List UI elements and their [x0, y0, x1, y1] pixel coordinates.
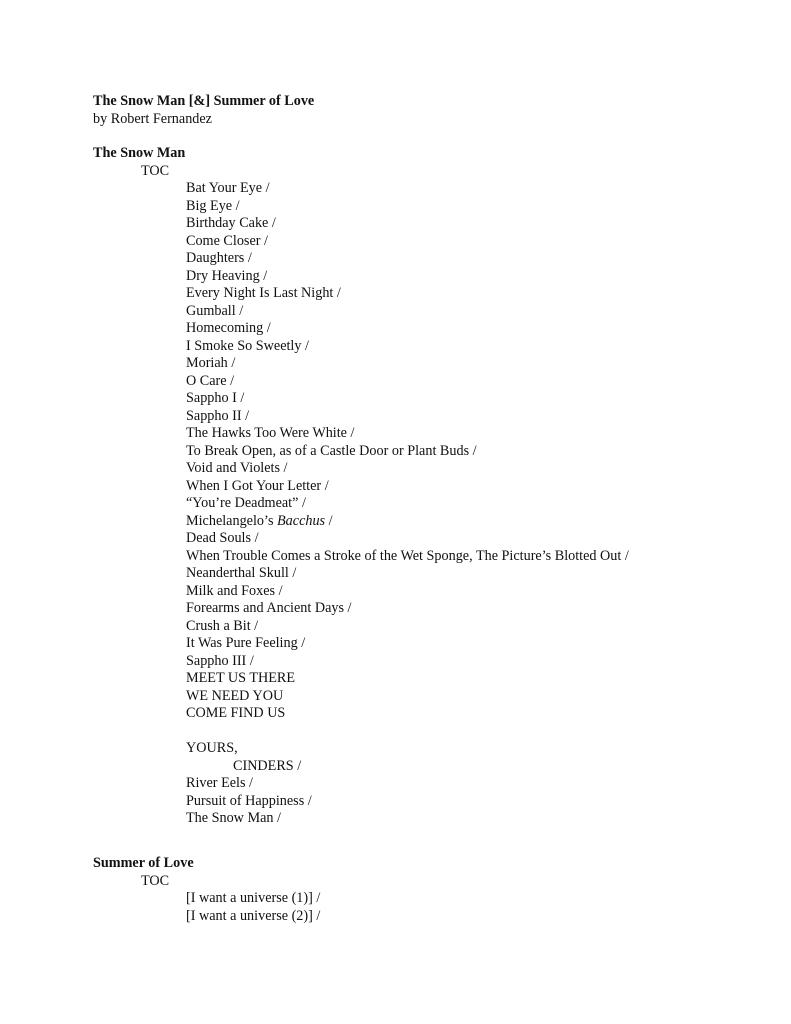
toc-entry	[186, 565, 629, 583]
toc-entry	[186, 688, 629, 706]
toc-entry-text: Birthday Cake /	[186, 215, 276, 231]
toc-entry	[186, 740, 629, 758]
toc-entry-text: When I Got Your Letter /	[186, 477, 329, 494]
document-header	[93, 93, 314, 128]
toc-entry	[186, 775, 629, 793]
toc-entry-text: Gumball /	[186, 302, 244, 319]
toc-entry	[186, 705, 629, 723]
toc-list	[93, 890, 320, 925]
toc-entry-text: The Hawks Too Were White /	[186, 425, 355, 441]
toc-entry-text: I Smoke So Sweetly /	[186, 337, 309, 354]
toc-entry	[186, 793, 629, 811]
toc-entry	[186, 180, 629, 198]
toc-entry-text: River Eels /	[186, 775, 253, 791]
section-summer-of-love	[93, 855, 320, 925]
toc-entry	[186, 303, 629, 321]
toc-entry-text: YOURS,	[186, 740, 238, 756]
toc-entry-text: Milk and Foxes /	[186, 582, 283, 599]
toc-entry-text: Forearms and Ancient Days /	[186, 600, 352, 616]
toc-entry	[186, 233, 629, 251]
toc-entry-suffix: /	[325, 512, 333, 529]
toc-entry	[186, 583, 629, 601]
toc-entry	[186, 635, 629, 653]
document-byline: by Robert Fernandez	[93, 110, 212, 127]
document-title: The Snow Man [&] Summer of Love	[93, 93, 315, 109]
section-heading: Summer of Love	[93, 855, 194, 871]
toc-entry	[186, 600, 629, 618]
toc-entry	[186, 890, 320, 908]
toc-entry	[186, 198, 629, 216]
toc-entry-text: WE NEED YOU	[186, 687, 284, 704]
toc-entry-text: Dry Heaving /	[186, 267, 268, 284]
toc-entry	[186, 408, 629, 426]
toc-entry-text: “You’re Deadmeat” /	[186, 495, 306, 511]
toc-entry	[186, 513, 629, 531]
toc-entry	[186, 268, 629, 286]
toc-entry	[186, 478, 629, 496]
toc-entry-text: Every Night Is Last Night /	[186, 285, 341, 301]
toc-entry-text: Big Eye /	[186, 197, 240, 214]
toc-entry-text: Bat Your Eye /	[186, 180, 270, 196]
toc-entry-text: When Trouble Comes a Stroke of the Wet Sponge, The Picture’s Blotted Out /	[186, 547, 629, 564]
toc-entry-text: The Snow Man /	[186, 810, 281, 826]
toc-entry	[186, 460, 629, 478]
toc-entry-text: Moriah /	[186, 355, 236, 371]
toc-entry	[186, 215, 629, 233]
toc-entry	[186, 425, 629, 443]
toc-entry	[186, 338, 629, 356]
toc-entry-text: It Was Pure Feeling /	[186, 635, 306, 651]
toc-entry-text: Neanderthal Skull /	[186, 565, 297, 581]
toc-entry	[186, 390, 629, 408]
toc-entry-text: MEET US THERE	[186, 670, 296, 686]
toc-entry-text: COME FIND US	[186, 705, 286, 721]
toc-entry	[186, 670, 629, 688]
toc-entry-text: O Care /	[186, 372, 235, 389]
toc-entry-text: Sappho III /	[186, 652, 254, 669]
toc-entry	[186, 320, 629, 338]
toc-entry	[186, 908, 320, 926]
toc-entry	[186, 495, 629, 513]
toc-entry	[186, 530, 629, 548]
toc-entry-text: Homecoming /	[186, 320, 271, 336]
toc-entry-text: [I want a universe (1)] /	[186, 890, 321, 906]
section-heading: The Snow Man	[93, 145, 186, 161]
toc-entry	[186, 653, 629, 671]
toc-entry-text: To Break Open, as of a Castle Door or Plant Buds /	[186, 442, 477, 459]
toc-entry-text: CINDERS /	[233, 757, 302, 774]
toc-label: TOC	[141, 872, 170, 889]
toc-entry-text: Pursuit of Happiness /	[186, 792, 312, 809]
toc-list	[93, 180, 629, 828]
toc-entry	[186, 548, 629, 566]
toc-entry	[186, 618, 629, 636]
toc-entry-text: Void and Violets /	[186, 460, 288, 476]
toc-entry	[186, 355, 629, 373]
toc-label: TOC	[141, 162, 170, 179]
toc-entry	[186, 810, 629, 828]
section-the-snow-man	[93, 145, 629, 828]
toc-entry-text: [I want a universe (2)] /	[186, 907, 321, 924]
toc-entry	[186, 373, 629, 391]
toc-entry	[186, 285, 629, 303]
toc-entry-text: Sappho I /	[186, 390, 245, 406]
toc-entry-text: Sappho II /	[186, 407, 250, 424]
toc-entry	[186, 250, 629, 268]
toc-entry-text: Daughters /	[186, 250, 252, 266]
toc-entry	[186, 758, 629, 776]
toc-entry	[186, 443, 629, 461]
toc-entry-text: Michelangelo’s	[186, 512, 278, 529]
toc-entry-text: Crush a Bit /	[186, 617, 259, 634]
toc-entry-italic-title: Bacchus	[277, 512, 326, 529]
toc-entry-text: Come Closer /	[186, 232, 268, 249]
toc-entry-text: Dead Souls /	[186, 530, 259, 546]
